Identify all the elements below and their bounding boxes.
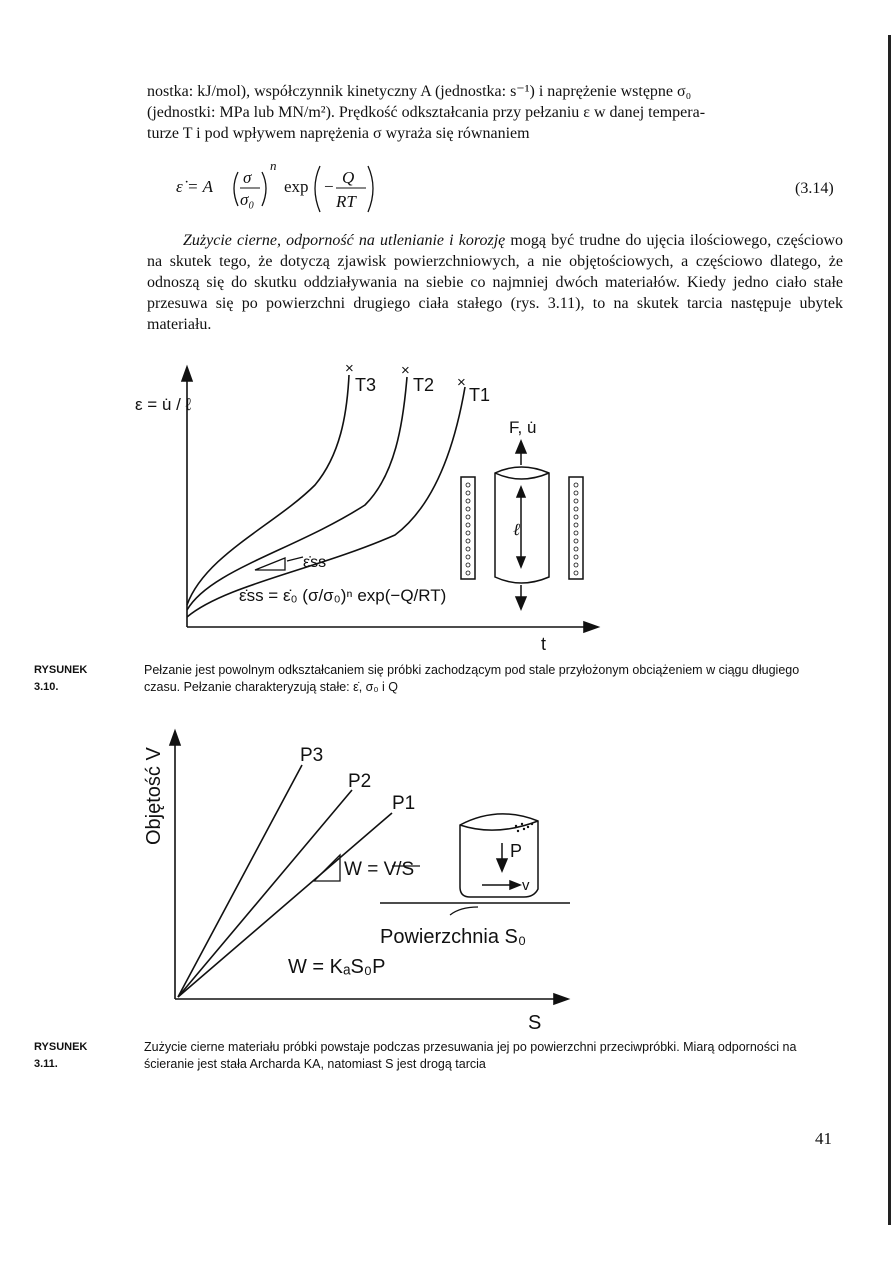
eq-sigma: σ: [243, 168, 252, 187]
curve-label-T1: T1: [469, 385, 491, 405]
left-grip-dot: [466, 523, 470, 527]
line-P3: [178, 765, 302, 997]
curve-end-marker-T3: ×: [345, 360, 354, 377]
length-arrowhead-bottom: [517, 557, 525, 567]
wear-particle: [521, 823, 523, 825]
length-arrowhead-top: [517, 487, 525, 497]
right-grip-dot: [574, 499, 578, 503]
right-grip-dot: [574, 547, 578, 551]
line-label-P1: P1: [392, 793, 416, 814]
right-grip-dot: [574, 507, 578, 511]
x-axis-label: t: [541, 634, 547, 654]
paragraph-1-line-1: nostka: kJ/mol), współczynnik kinetyczny A (jednostka: s⁻¹) i naprężenie wstępne σ₀: [147, 83, 692, 100]
line-label-P2: P2: [348, 771, 372, 792]
left-grip-dot: [466, 555, 470, 559]
left-grip-dot: [466, 531, 470, 535]
archard-formula: W = KₐS₀P: [288, 956, 386, 978]
right-grip-dot: [574, 523, 578, 527]
wear-particle: [523, 828, 525, 830]
curve-T2: [187, 377, 407, 610]
caption-3-11-label: RYSUNEK 3.11.: [34, 1041, 88, 1070]
curve-end-marker-T2: ×: [401, 362, 410, 379]
curve-end-marker-T1: ×: [457, 374, 466, 391]
slope-label: ε̇ss: [303, 554, 327, 571]
y-axis-label: ε = u̇ / ℓ: [135, 395, 192, 414]
eq-rt: RT: [336, 192, 356, 211]
paragraph-2-italic: Zużycie cierne, odporność na utlenianie i korozję: [183, 232, 506, 249]
line-label-P3: P3: [300, 745, 324, 766]
wear-particle: [527, 826, 529, 828]
y-axis-label: Objętość V: [143, 747, 165, 845]
x-axis-label: S: [528, 1012, 542, 1034]
eq-sigma0: σ₀: [240, 190, 255, 209]
curve-label-T2: T2: [413, 375, 435, 395]
curve-T1: [187, 387, 465, 617]
eq-exp: exp: [284, 177, 309, 196]
left-grip-dot: [466, 571, 470, 575]
right-grip-dot: [574, 531, 578, 535]
surface-leader: [450, 907, 478, 915]
figure-3-11: [130, 725, 590, 1035]
paragraph-2: [147, 230, 843, 335]
eq-left-paren: [234, 172, 238, 206]
paragraph-1-line-2: (jednostki: MPa lub MN/m²). Prędkość odkształcania przy pełzaniu ε w danej tempera-: [147, 104, 706, 121]
left-grip-dot: [466, 483, 470, 487]
wear-particle: [515, 825, 517, 827]
page-number: 41: [815, 1129, 832, 1148]
creep-formula: ε̇ss = ε̇₀ (σ/σ₀)ⁿ exp(−Q/RT): [239, 586, 447, 605]
wear-particle: [531, 823, 533, 825]
equation-number: (3.14): [795, 180, 834, 197]
slope-leader: [287, 557, 303, 561]
left-grip-dot: [466, 491, 470, 495]
left-grip-dot: [466, 499, 470, 503]
right-grip-dot: [574, 539, 578, 543]
load-label: P: [510, 841, 523, 861]
caption-3-10-label: RYSUNEK 3.10.: [34, 664, 88, 693]
eq-left-paren-2: [315, 166, 320, 212]
right-grip-dot: [574, 571, 578, 575]
caption-3-10-text: Pełzanie jest powolnym odkształcaniem się próbki zachodzącym pod stale przyłożonym obciążeniem w ciągu długiego czasu. Pełzanie charakteryzują stałe: ε̇, σ₀ i Q: [144, 663, 800, 694]
fig2-y-arrowhead: [170, 731, 180, 745]
right-grip-dot: [574, 491, 578, 495]
curve-label-T3: T3: [355, 375, 377, 395]
length-label: ℓ: [513, 520, 521, 539]
eq-minus: −: [324, 177, 334, 196]
eq-exponent: n: [270, 158, 277, 173]
right-grip-dot: [574, 483, 578, 487]
right-grip-dot: [574, 555, 578, 559]
left-grip-dot: [466, 547, 470, 551]
force-arrowhead: [516, 441, 526, 453]
figure-3-10: [135, 355, 615, 660]
eq-q: Q: [342, 168, 355, 187]
paragraph-1-line-3: turze T i pod wpływem naprężenia σ wyraża się równaniem: [147, 125, 530, 142]
page-edge-line: [888, 35, 891, 1225]
w-formula: W = V/S: [344, 859, 415, 880]
surface-label: Powierzchnia S₀: [380, 926, 527, 948]
caption-3-11-text: Zużycie cierne materiału próbki powstaje podczas przesuwania jej po powierzchni przeciwpróbki. Miarą odporności na ścieranie jest stała Archarda KA, natomiast S jest drogą tarcia: [144, 1040, 797, 1071]
specimen-top: [460, 821, 538, 830]
load-arrowhead: [497, 859, 507, 871]
fig2-x-arrowhead: [554, 994, 568, 1004]
fig1-y-arrowhead: [182, 367, 192, 381]
slope-triangle: [314, 855, 340, 881]
left-grip-dot: [466, 515, 470, 519]
specimen-schematic: [461, 441, 583, 609]
paragraph-2-text: mogą być trudne do ujęcia ilościowego, częściowo na skutek tego, że dotyczą zjawisk powierzchniowych, a nie objętościowych, a częściowo dlatego, że odnoszą się do skutku oddziaływania na siebie co najmniej dwóch materiałów. Kiedy jedno ciało stałe przesuwa się po powierzchni drugiego ciała stałego (rys. 3.11), to na skutek tarcia następuje ubytek materiału.: [147, 232, 844, 333]
wear-particle: [517, 830, 519, 832]
bottom-arrowhead: [516, 597, 526, 609]
left-grip-dot: [466, 507, 470, 511]
equation-3-14: [176, 158, 476, 218]
right-grip-dot: [574, 515, 578, 519]
force-label: F, u̇: [509, 418, 537, 437]
specimen-top-ellipse: [495, 473, 549, 479]
eq-lhs: ε̇ = A: [176, 177, 214, 196]
fig1-x-arrowhead: [584, 622, 598, 632]
left-grip-dot: [466, 563, 470, 567]
velocity-label: v: [522, 877, 530, 894]
velocity-arrowhead: [510, 881, 520, 889]
eq-right-paren: [262, 172, 266, 206]
left-grip-dot: [466, 539, 470, 543]
eq-right-paren-2: [368, 166, 373, 212]
right-grip-dot: [574, 563, 578, 567]
paragraph-1: [147, 81, 843, 144]
